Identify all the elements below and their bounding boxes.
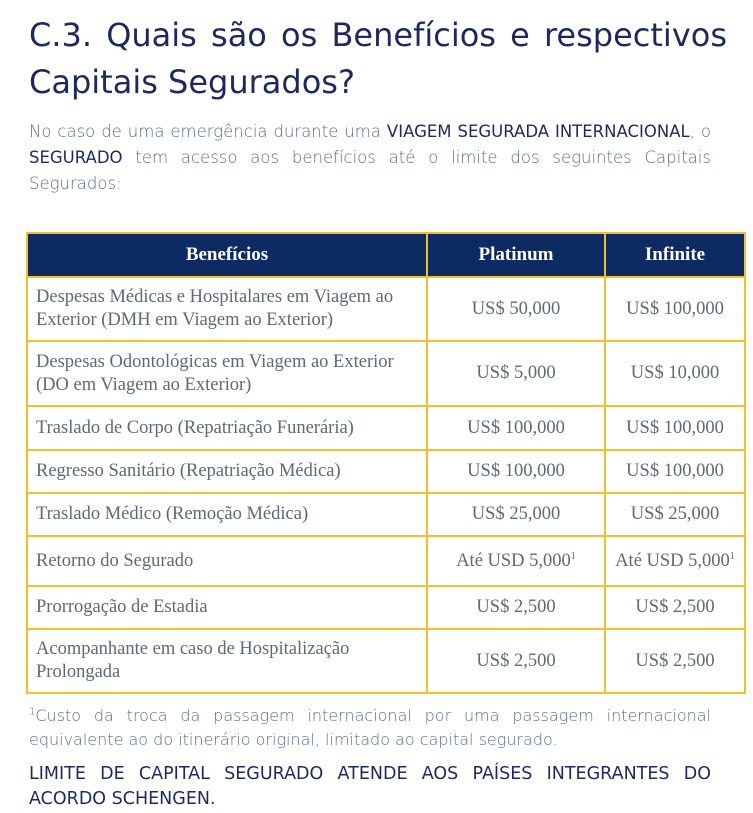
table-row (27, 586, 745, 629)
benefit-cell: Regresso Sanitário (Repatriação Médica) (27, 450, 427, 493)
header-platinum: Platinum (427, 233, 605, 277)
intro-strong-segurado: SEGURADO (29, 148, 123, 167)
table-row (27, 536, 745, 586)
schengen-limit-notice: LIMITE DE CAPITAL SEGURADO ATENDE AOS PAÍSES INTEGRANTES DO ACORDO SCHENGEN. (29, 764, 711, 809)
platinum-cell (427, 536, 605, 586)
platinum-cell: US$ 50,000 (427, 277, 605, 341)
platinum-cell: US$ 2,500 (427, 629, 605, 693)
benefit-cell: Traslado Médico (Remoção Médica) (27, 493, 427, 536)
intro-text-3: tem acesso aos benefícios até o limite dos seguintes Capitais Segurados: (29, 148, 711, 193)
intro-paragraph (29, 119, 711, 197)
infinite-cell: US$ 25,000 (605, 493, 745, 536)
infinite-cell: US$ 100,000 (605, 277, 745, 341)
table-row (27, 277, 745, 341)
section-heading: C.3. Quais são os Benefícios e respectivos Capitais Segurados? (29, 16, 727, 101)
benefit-cell: Prorrogação de Estadia (27, 586, 427, 629)
infinite-cell: US$ 2,500 (605, 629, 745, 693)
footnote (29, 704, 711, 752)
infinite-value: Até USD 5,000 (615, 550, 730, 571)
table-row (27, 450, 745, 493)
benefits-table (26, 232, 746, 694)
benefit-cell: Acompanhante em caso de Hospitalização Prolongada (27, 629, 427, 693)
footnote-marker: 1 (29, 706, 36, 718)
table-header-row (27, 233, 745, 277)
intro-text-1: No caso de uma emergência durante uma (29, 122, 387, 141)
table-row (27, 341, 745, 406)
infinite-cell (605, 536, 745, 586)
table-row (27, 493, 745, 536)
table-row (27, 629, 745, 693)
footnote-text: Custo da troca da passagem internacional por uma passagem internacional equivalente ao do itinerário original, limitado ao capital segurado. (29, 706, 711, 749)
table-row (27, 406, 745, 450)
platinum-cell: US$ 100,000 (427, 406, 605, 450)
intro-strong-viagem: VIAGEM SEGURADA INTERNACIONAL (386, 122, 690, 141)
benefit-cell: Retorno do Segurado (27, 536, 427, 586)
header-infinite: Infinite (605, 233, 745, 277)
benefit-cell: Traslado de Corpo (Repatriação Funerária) (27, 406, 427, 450)
footnote-ref: 1 (729, 550, 735, 562)
infinite-cell: US$ 100,000 (605, 450, 745, 493)
header-beneficios: Benefícios (27, 233, 427, 277)
platinum-cell: US$ 2,500 (427, 586, 605, 629)
intro-text-2: , o (689, 122, 711, 141)
platinum-cell: US$ 25,000 (427, 493, 605, 536)
platinum-cell: US$ 5,000 (427, 341, 605, 406)
benefit-cell: Despesas Odontológicas em Viagem ao Exterior (DO em Viagem ao Exterior) (27, 341, 427, 406)
footnote-ref: 1 (570, 550, 576, 562)
infinite-cell: US$ 2,500 (605, 586, 745, 629)
infinite-cell: US$ 100,000 (605, 406, 745, 450)
platinum-cell: US$ 100,000 (427, 450, 605, 493)
benefit-cell: Despesas Médicas e Hospitalares em Viagem ao Exterior (DMH em Viagem ao Exterior) (27, 277, 427, 341)
infinite-cell: US$ 10,000 (605, 341, 745, 406)
platinum-value: Até USD 5,000 (456, 550, 571, 571)
